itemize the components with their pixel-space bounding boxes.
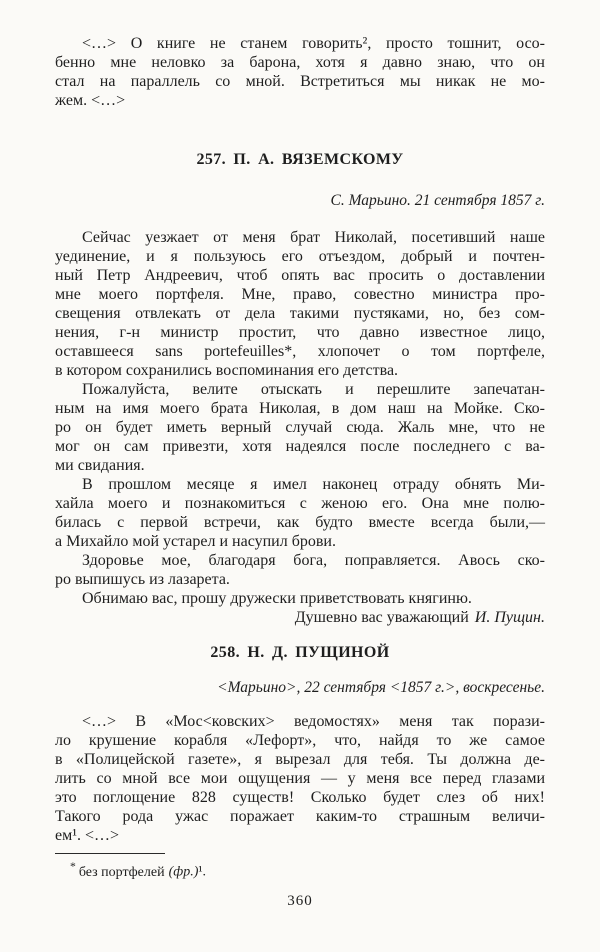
- letter-257-paragraph-2: [55, 380, 545, 475]
- text-line: Обнимаю вас, прошу дружески приветствовать княгиню.: [82, 590, 472, 607]
- text-line: хайла моего и познакомиться с женою его. Она мне полю-: [55, 495, 545, 512]
- footnote-rule: [55, 853, 165, 854]
- text-line: ным на имя моего брата Николая, в дом наш на Мойке. Ско-: [55, 400, 545, 417]
- letter-257-heading: 257. П. А. ВЯЗЕМСКОМУ: [196, 151, 404, 168]
- letter-257-paragraph-5: [55, 589, 545, 608]
- signature-name: И. Пущин.: [474, 609, 545, 626]
- text-line: ми свидания.: [55, 457, 145, 474]
- letter-258-dateline: <Марьино>, 22 сентября <1857 г.>, воскресенье.: [217, 679, 545, 696]
- text-line: ро выпишусь из лазарета.: [55, 571, 230, 588]
- text-line: в «Полицейской газете», я вырезал для тебя. Ты должна де-: [55, 751, 545, 768]
- footnote-text: [55, 858, 545, 882]
- footnote-ref: ¹.: [198, 864, 207, 880]
- letter-258-heading: 258. Н. Д. ПУЩИНОЙ: [210, 644, 390, 661]
- page-number: 360: [287, 892, 313, 909]
- text-line: уединение, и я пользуюсь его отъездом, добрый и почтен-: [55, 248, 545, 265]
- letter-257-signature: [55, 608, 545, 627]
- signature-prefix: Душевно вас уважающий: [294, 609, 469, 626]
- footnote: [55, 853, 545, 882]
- text-line: Здоровье мое, благодаря бога, поправляется. Авось ско-: [82, 552, 545, 569]
- text-line: лить со мной все мои ощущения — у меня все перед глазами: [55, 770, 545, 787]
- text-line: жем. <…>: [55, 92, 126, 109]
- text-line: нения, г-н министр простит, что давно известное лицо,: [55, 324, 545, 341]
- text-line: ро он будет иметь верный случай сюда. Жаль мне, что не: [55, 419, 545, 436]
- text-line: <…> О книге не станем говорить², просто тошнит, осо-: [82, 35, 545, 52]
- text-line: Сейчас уезжает от меня брат Николай, посетивший наше: [82, 229, 545, 246]
- text-line: а Михайло мой устарел и насупил брови.: [55, 533, 336, 550]
- text-line: бенно мне неловко за барона, хотя я давно знаю, что он: [55, 54, 545, 71]
- text-line: ло крушение корабля «Лефорт», что, найдя то же самое: [55, 732, 545, 749]
- text-line: <…> В «Мос<ковских> ведомостях» меня так порази-: [82, 713, 545, 730]
- letter-257-dateline: С. Марьино. 21 сентября 1857 г.: [330, 192, 545, 209]
- text-line: В прошлом месяце я имел наконец отраду обнять Ми-: [82, 476, 545, 493]
- letter-257-paragraph-3: [55, 475, 545, 551]
- text-line: Пожалуйста, велите отыскать и перешлите запечатан-: [82, 381, 545, 398]
- footnote-language-note: (фр.): [168, 864, 199, 880]
- letter-257-paragraph-1: [55, 228, 545, 380]
- text-line: свещения отвлекать от дела такими пустяками, но, без сом-: [55, 305, 545, 322]
- letter-257-paragraph-4: [55, 551, 545, 589]
- text-line: билась с первой встречи, как будто вместе всегда были,—: [55, 514, 545, 531]
- text-line: в котором сохранились воспоминания его детства.: [55, 362, 399, 379]
- text-line: ный Петр Андреевич, чтоб опять вас просить о доставлении: [55, 267, 545, 284]
- footnote-marker: *: [70, 860, 76, 873]
- text-line: стал на параллель со мной. Встретиться мы никак не мо-: [55, 73, 545, 90]
- text-line: это поглощение 828 существ! Сколько будет слез об них!: [55, 789, 545, 806]
- footnote-translation: без портфелей: [78, 864, 165, 880]
- letter-258-paragraph-1: [55, 712, 545, 845]
- text-line: Такого рода ужас поражает каким-то страшным величи-: [55, 808, 545, 825]
- text-line: мог он сам привезти, хотя надеялся после последнего с ва-: [55, 438, 545, 455]
- text-line: мне моего портфеля. Мне, право, совестно министра про-: [55, 286, 545, 303]
- text-line: оставшееся sans portefeuilles*, хлопочет о том портфеле,: [55, 343, 545, 360]
- text-line: ем¹. <…>: [55, 827, 120, 844]
- paragraph-intro-fragment: [55, 34, 545, 110]
